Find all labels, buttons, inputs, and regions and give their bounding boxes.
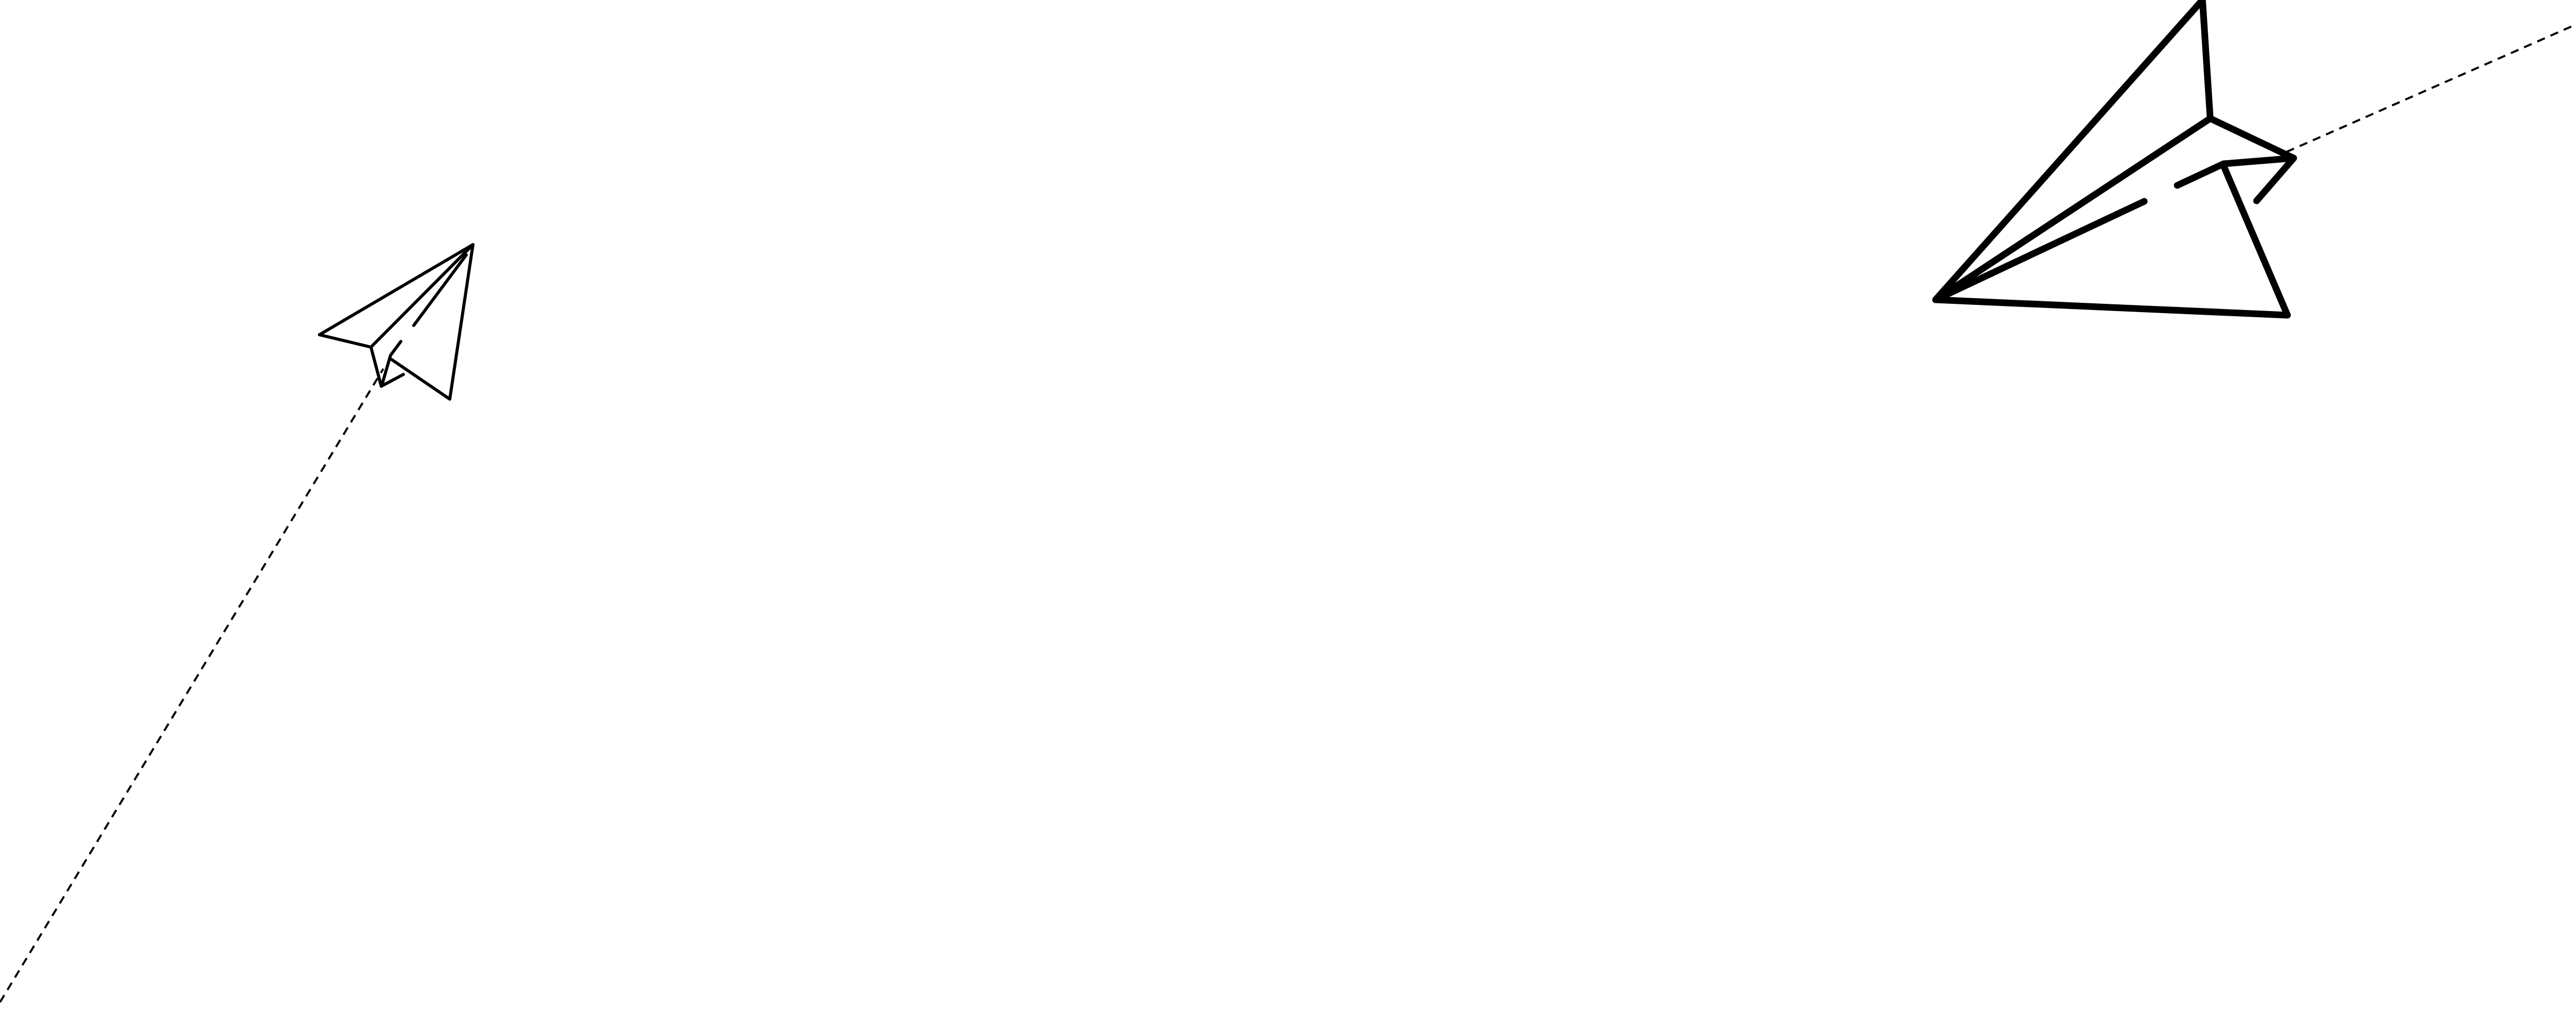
paper-plane-icon	[319, 245, 473, 399]
flight-trail-left	[0, 369, 383, 1002]
paper-plane-icon	[1936, 0, 2294, 315]
flight-trail-top	[2286, 0, 2576, 152]
